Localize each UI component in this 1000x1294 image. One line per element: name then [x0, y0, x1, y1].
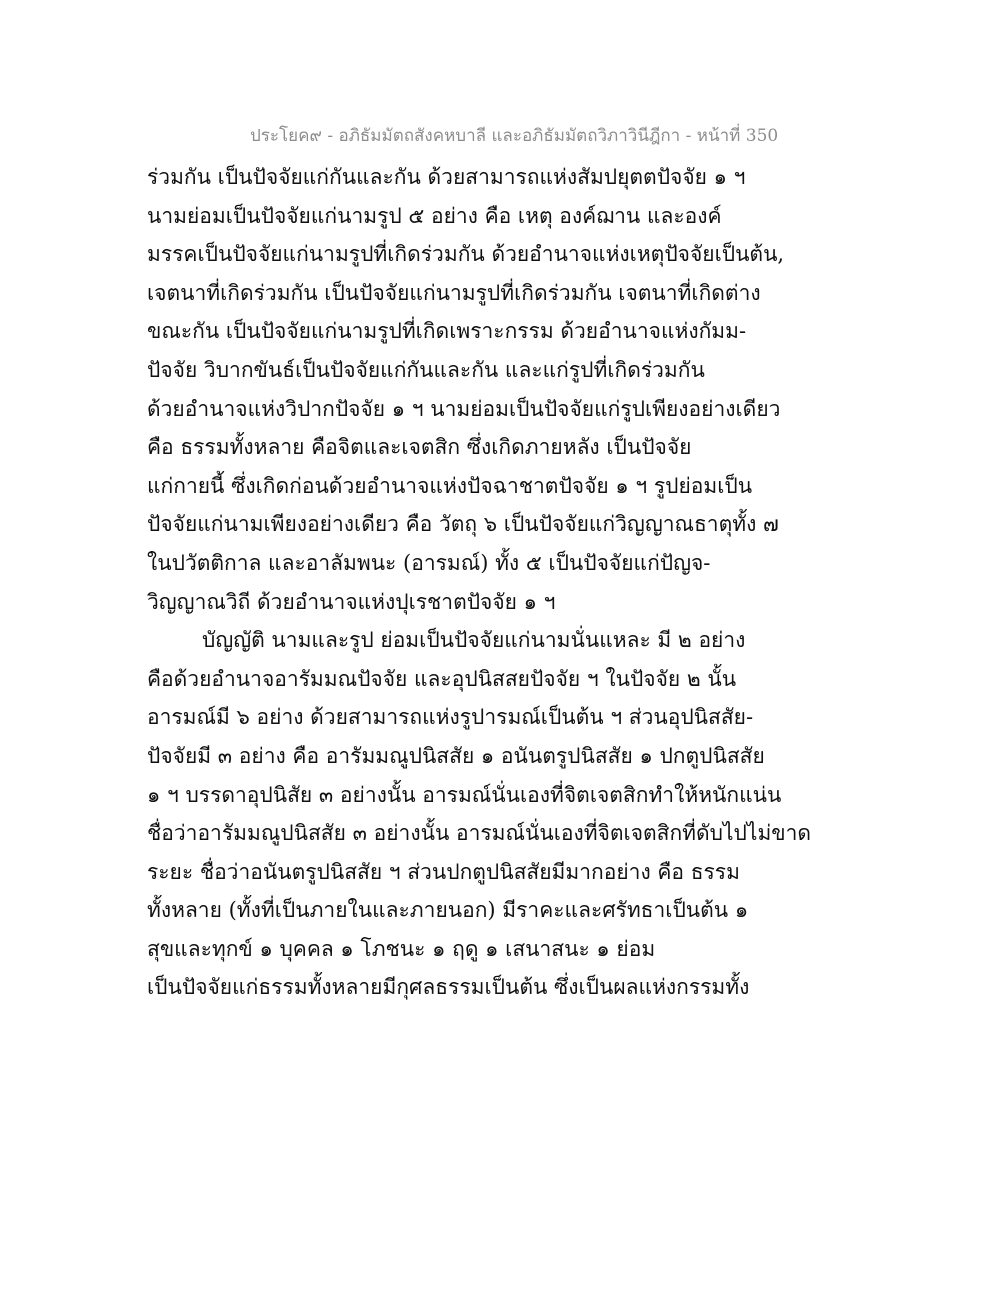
- text-line: สุขและทุกข์ ๑ บุคคล ๑ โภชนะ ๑ ฤดู ๑ เสนาสนะ ๑ ย่อม: [147, 936, 656, 961]
- body-text: [147, 158, 867, 1007]
- running-header: ประโยค๙ - อภิธัมมัตถสังคหบาลี และอภิธัมมัตถวิภาวินีฎีกา - หน้าที่ 350: [250, 126, 779, 146]
- text-line: นามย่อมเป็นปัจจัยแก่นามรูป ๕ อย่าง คือ เหตุ องค์ฌาน และองค์: [147, 203, 722, 228]
- text-line: ทั้งหลาย (ทั้งที่เป็นภายในและภายนอก) มีราคะและศรัทธาเป็นต้น ๑: [147, 898, 749, 923]
- text-line: ด้วยอำนาจแห่งวิปากปัจจัย ๑ ฯ นามย่อมเป็นปัจจัยแก่รูปเพียงอย่างเดียว: [147, 396, 781, 421]
- text-line: อารมณ์มี ๖ อย่าง ด้วยสามารถแห่งรูปารมณ์เป็นต้น ฯ ส่วนอุปนิสสัย-: [147, 705, 754, 730]
- text-line: คือด้วยอำนาจอารัมมณปัจจัย และอุปนิสสยปัจจัย ฯ ในปัจจัย ๒ นั้น: [147, 666, 737, 691]
- text-line: ร่วมกัน เป็นปัจจัยแก่กันและกัน ด้วยสามารถแห่งสัมปยุตตปัจจัย ๑ ฯ: [147, 165, 746, 189]
- text-line: ๑ ฯ บรรดาอุปนิสัย ๓ อย่างนั้น อารมณ์นั่นเองที่จิตเจตสิกทำให้หนักแน่น: [147, 782, 782, 807]
- text-line: แก่กายนี้ ซึ่งเกิดก่อนด้วยอำนาจแห่งปัจฉาชาตปัจจัย ๑ ฯ รูปย่อมเป็น: [147, 473, 753, 498]
- text-line: ปัจจัยมี ๓ อย่าง คือ อารัมมณูปนิสสัย ๑ อนันตรูปนิสสัย ๑ ปกตูปนิสสัย: [147, 743, 765, 768]
- text-line: มรรคเป็นปัจจัยแก่นามรูปที่เกิดร่วมกัน ด้วยอำนาจแห่งเหตุปัจจัยเป็นต้น,: [147, 242, 785, 267]
- text-line: วิญญาณวิถี ด้วยอำนาจแห่งปุเรชาตปัจจัย ๑ ฯ: [147, 589, 556, 614]
- text-line: เจตนาที่เกิดร่วมกัน เป็นปัจจัยแก่นามรูปที่เกิดร่วมกัน เจตนาที่เกิดต่าง: [147, 280, 761, 305]
- text-line: เป็นปัจจัยแก่ธรรมทั้งหลายมีกุศลธรรมเป็นต้น ซึ่งเป็นผลแห่งกรรมทั้ง: [147, 975, 750, 1000]
- text-line: คือ ธรรมทั้งหลาย คือจิตและเจตสิก ซึ่งเกิดภายหลัง เป็นปัจจัย: [147, 435, 692, 460]
- text-line: ชื่อว่าอารัมมณูปนิสสัย ๓ อย่างนั้น อารมณ์นั่นเองที่จิตเจตสิกที่ดับไปไม่ขาด: [147, 821, 812, 846]
- text-line: ปัจจัยแก่นามเพียงอย่างเดียว คือ วัตถุ ๖ เป็นปัจจัยแก่วิญญาณธาตุทั้ง ๗: [147, 512, 779, 537]
- text-line-paragraph-start: บัญญัติ นามและรูป ย่อมเป็นปัจจัยแก่นามนั่นแหละ มี ๒ อย่าง: [202, 628, 746, 653]
- text-line: ขณะกัน เป็นปัจจัยแก่นามรูปที่เกิดเพราะกรรม ด้วยอำนาจแห่งกัมม-: [147, 319, 747, 344]
- text-line: ปัจจัย วิบากขันธ์เป็นปัจจัยแก่กันและกัน และแก่รูปที่เกิดร่วมกัน: [147, 357, 705, 382]
- text-line: ในปวัตติกาล และอาลัมพนะ (อารมณ์) ทั้ง ๕ เป็นปัจจัยแก่ปัญจ-: [147, 550, 711, 575]
- text-line: ระยะ ชื่อว่าอนันตรูปนิสสัย ฯ ส่วนปกตูปนิสสัยมีมากอย่าง คือ ธรรม: [147, 859, 740, 884]
